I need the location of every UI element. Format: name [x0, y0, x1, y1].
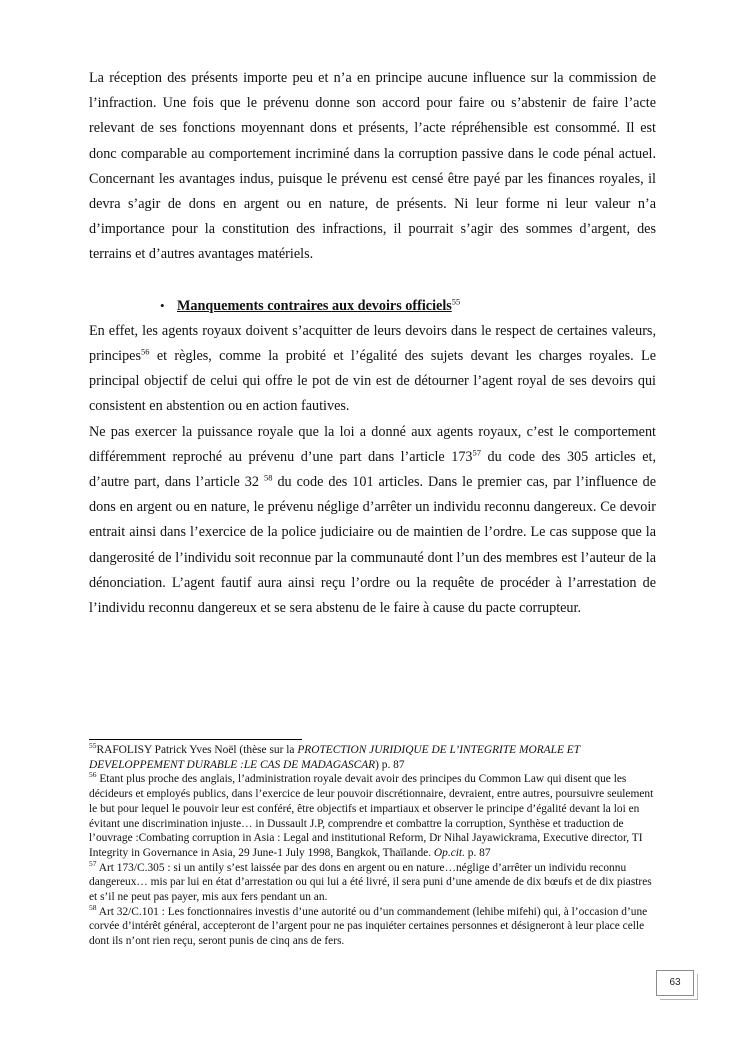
- footnote-55: [89, 743, 659, 772]
- footnote-58: [89, 902, 659, 949]
- footnote-57: [89, 858, 659, 905]
- footnote-ref-58[interactable]: 58: [263, 472, 273, 483]
- main-text: [89, 66, 656, 621]
- footnotes: [89, 743, 659, 949]
- bullet-icon: •: [160, 297, 165, 313]
- footnote-separator: [89, 739, 302, 740]
- footnote-text: ) p. 87: [375, 758, 405, 771]
- footnote-text: p. 87: [464, 846, 491, 859]
- heading-wrap: [177, 294, 460, 319]
- footnote-number: 57: [89, 858, 97, 868]
- paragraph-3: [89, 420, 656, 622]
- footnote-ref-57[interactable]: 57: [472, 447, 482, 458]
- paragraph-2-part-a: En effet, les agents royaux doivent s’acquitter de leurs devoirs dans le respect de certaines valeurs, principes: [89, 322, 656, 365]
- heading-text: Manquements contraires aux devoirs officiels: [177, 297, 452, 314]
- footnote-number: 55: [89, 741, 97, 751]
- paragraph-1: La réception des présents importe peu et n’a en principe aucune influence sur la commission de l’infraction. Une fois que le prévenu donne son accord pour faire ou s’abstenir de faire l’acte relevant de ses fonctions moyennant dons et présents, l’acte répréhensible est consommé. Il est donc comparable au comportement incriminé dans la corruption passive dans le code pénal actuel. Concernant les avantages indus, puisque le prévenu est censé être payé par les finances royales, il devra s’agir de dons en argent ou en nature, de présents. Ni leur forme ni leur valeur n’a d’importance pour la constitution des infractions, il pourrait s’agir des sommes d’argent, des terrains et d’autres avantages matériels.: [89, 70, 656, 263]
- paragraph-2-part-b: et règles, comme la probité et l’égalité des sujets devant les charges royales. Le principal objectif de celui qui offre le pot de vin est de détourner l’agent royal de ses devoirs qui consistent en abstention ou en action fautives.: [89, 348, 656, 415]
- paragraph-3-part-b: du code des 305 articles et, d’autre part, dans l’article 32: [89, 448, 656, 491]
- paragraph-3-part-c: du code des 101 articles. Dans le premier cas, par l’influence de dons en argent ou en nature, le prévenu néglige d’arrêter un individu reconnu dangereux. Ce devoir entrait ainsi dans l’exercice de la police judiciaire ou de maintien de l’ordre. Le cas suppose que la dangerosité de l’individu soit reconnue par la communauté dont l’un des membres est l’auteur de la dénonciation. L’agent fautif aura ainsi reçu l’ordre ou la requête de procéder à l’arrestation de l’individu reconnu dangereux et se sera abstenu de le faire à cause du pacte corrupteur.: [89, 474, 656, 617]
- section-heading: [160, 293, 656, 319]
- footnote-ref-56[interactable]: 56: [141, 346, 150, 357]
- footnote-number: 58: [89, 902, 97, 912]
- footnote-text: RAFOLISY Patrick Yves Noël (thèse sur la: [96, 744, 298, 756]
- footnote-text: Art 173/C.305 : si un antily s’est laissée par des dons en argent ou en nature…néglige d’arrêter un individu reconnu dangereux… mis par lui en état d’arrestation ou qui lui a été livré, il sera puni d’une amende de dix bœufs et de dix piastres et s’il ne peut pas payer, mis aux fers pendant un an.: [89, 861, 652, 904]
- paragraph-2: [89, 319, 656, 420]
- footnote-ref-55[interactable]: 55: [451, 295, 461, 306]
- footnote-number: 56: [89, 770, 97, 780]
- paragraph-gap: [89, 268, 656, 293]
- footnote-text: Etant plus proche des anglais, l’administration royale devait avoir des principes du Common Law qui disent que les décideurs et employés publics, dans l’exercice de leur pouvoir discrétionnaire, devraient, entre autres, poursuivre seulement le but pour lequel le pouvoir leur est conféré, être objectifs et impartiaux et observer le principe d’égalité devant la loi en évitant une discrimination injuste… in Dussault J.P, comprendre et combattre la corruption, Synthèse et traduction de l’ouvrage :Combating corruption in Asia : Legal and institutional Reform, Dr Nihal Jayawickrama, Executive director, TI Integrity in Governance in Asia, 29 June-1 July 1998, Bangkok, Thaïlande.: [89, 773, 654, 859]
- footnote-opcit: Op.cit.: [433, 846, 465, 859]
- footnote-text: Art 32/C.101 : Les fonctionnaires investis d’une autorité ou d’un commandement (lehibe mifehi) qui, à l’occasion d’une corvée d’intérêt général, accepteront de l’argent pour ne pas inquiéter certaines personnes et désigneront à leur place celle dont ils n’ont rien reçu, seront punis de cinq ans de fers.: [89, 905, 648, 948]
- footnote-title: PROTECTION JURIDIQUE DE L’INTEGRITE MORALE ET DEVELOPPEMENT DURABLE :LE CAS DE MADAGASCAR: [89, 744, 580, 771]
- footnote-56: [89, 772, 659, 860]
- paragraph-3-part-a: Ne pas exercer la puissance royale que la loi a donné aux agents royaux, c’est le comportement différemment reproché au prévenu d’une part dans l’article 173: [89, 423, 656, 465]
- page-number: 63: [656, 970, 694, 996]
